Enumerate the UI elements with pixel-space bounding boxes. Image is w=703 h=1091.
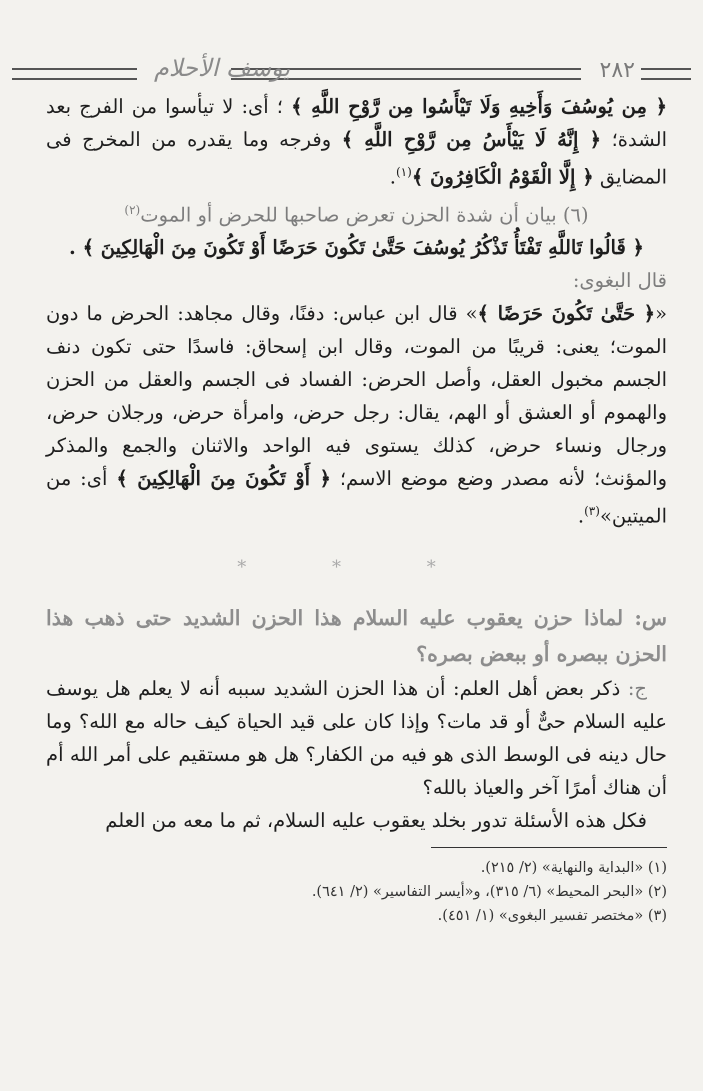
section-heading [46, 194, 667, 232]
answer-paragraph [46, 672, 667, 804]
continuation-paragraph: فكل هذه الأسئلة تدور بخلد يعقوب عليه السلام، ثم ما معه من العلم [105, 808, 647, 832]
intro-text: وفرجه وما يقدره من المخرج فى المضايق [46, 128, 667, 189]
question-heading: س: لماذا حزن يعقوب عليه السلام هذا الحزن الشديد حتى ذهب هذا الحزن ببصره أو ببعض بصره؟ [46, 605, 667, 666]
verse-line: ﴿ قَالُوا تَاللَّهِ تَفْتَأُ تَذْكُرُ يُوسُفَ حَتَّىٰ تَكُونَ حَرَضًا أَوْ تَكُونَ مِنَ الْهَالِكِينَ ﴾ . [69, 236, 644, 259]
footnotes [46, 856, 667, 928]
quran-quote: ﴿ حَتَّىٰ تَكُونَ حَرَضًا ﴾ [477, 302, 656, 325]
quran-quote: ﴿ إِنَّهُ لَا يَيْأَسُ مِن رَّوْحِ اللَّهِ ﴾ [341, 128, 602, 151]
open-quote-mark: « [655, 302, 668, 325]
baghawi-text: » قال ابن عباس: دفنًا، وقال مجاهد: الحرض ما دون الموت؛ يعنى: قريبًا من الموت، وقال ابن إسحاق: فاسدًا حتى تكون دنف الجسم مخبول العقل، وأصل الحرض: الفساد فى الجسم والعقل من الحزن والهموم أو العشق أو الهم، يقال: رجل حرض، وامرأة حرض، ورجلان حرض، ورجال ونساء حرض، كذلك يستوى فيه الواحد والاثنان والجمع والمذكر والمؤنث؛ لأنه مصدر وضع موضع الاسم؛ [46, 302, 667, 490]
header-rule-left [12, 68, 137, 80]
page-body [46, 90, 667, 928]
period: . [577, 504, 585, 528]
footnote-item: (٣) «مختصر تفسير البغوى» (١/ ٤٥١). [437, 907, 667, 924]
footnote-ref: (١) [395, 165, 412, 179]
quran-quote: ﴿ مِن يُوسُفَ وَأَخِيهِ وَلَا تَيْأَسُوا مِن رَّوْحِ اللَّهِ ﴾ [291, 95, 668, 118]
header-rule-right [641, 68, 691, 80]
answer-label: ج: [627, 676, 647, 700]
footnote-ref: (٢) [124, 202, 141, 217]
baghawi-paragraph [46, 297, 667, 533]
section-heading-text: (٦) بيان أن شدة الحزن تعرض صاحبها للحرض أو الموت [140, 203, 589, 226]
intro-paragraph: ﴿ مِن يُوسُفَ وَأَخِيهِ وَلَا تَيْأَسُوا مِن رَّوْحِ اللَّهِ ﴾ ؛ أى: لا تيأسوا من الفرج بعد الشدة؛ ﴿ إِنَّهُ لَا يَيْأَسُ مِن رَّوْحِ اللَّهِ ﴾ وفرجه وما يقدره من المخرج فى المضايق ﴿ إِلَّا الْقَوْمُ الْكَافِرُونَ ﴾$^{(١)}$. [46, 95, 668, 189]
footnote-ref: (٣) [584, 504, 600, 518]
footnote-item: (١) «البداية والنهاية» (٢/ ٢١٥). [480, 859, 667, 876]
intro-text: ؛ أى: لا تيأسوا من الفرج بعد الشدة؛ [46, 95, 667, 151]
footnote-separator [431, 847, 667, 848]
page-number: ٢٨٢ [599, 58, 635, 83]
quote-source-label: قال البغوى: [572, 269, 667, 292]
section-divider-stars: * * * [237, 556, 476, 578]
book-title: يوسف الأحلام [154, 54, 291, 82]
quran-quote: ﴿ إِلَّا الْقَوْمُ الْكَافِرُونَ ﴾ [411, 165, 594, 189]
quran-quote: ﴿ أَوْ تَكُونَ مِنَ الْهَالِكِينَ ﴾ [116, 467, 331, 490]
answer-text: ذكر بعض أهل العلم: أن هذا الحزن الشديد سببه أنه لا يعلم هل يوسف عليه السلام حىٌّ أو قد مات؟ وإذا كان على قيد الحياة كيف حاله مع الله؟ وما حال دينه فى الوسط الذى هو فيه من الكفار؟ هل هو مستقيم على أمر الله أم أن هناك أمرًا آخر والعياذ بالله؟ [46, 676, 667, 799]
page-header [12, 52, 691, 88]
footnote-item: (٢) «البحر المحيط» (٦/ ٣١٥)، و«أيسر التفاسير» (٢/ ٦٤١). [311, 883, 667, 900]
baghawi-text: أى: من الميتين» [46, 467, 667, 528]
